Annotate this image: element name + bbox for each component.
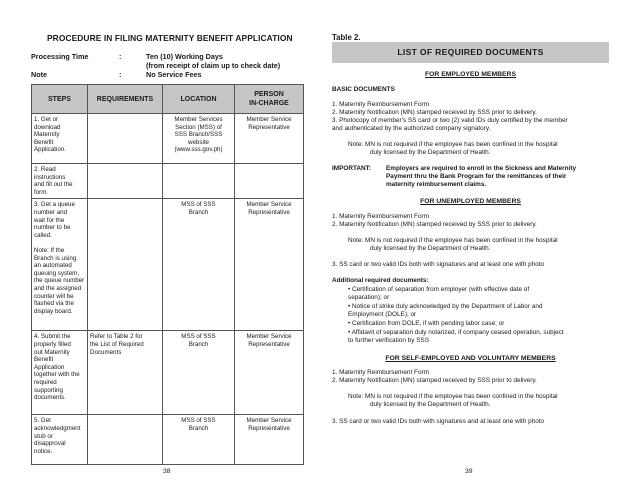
self-employed-item-1: 1. Maternity Reimbursement Form (332, 369, 429, 376)
unemployed-heading: FOR UNEMPLOYED MEMBERS (420, 198, 521, 205)
processing-time-value: Ten (10) Working Days (146, 52, 223, 61)
requirement-cell (88, 199, 163, 331)
employed-note-line-1: Note: MN is not required if the employee has been confined in the hospital (348, 141, 558, 148)
table-row (32, 415, 304, 465)
person-cell: Member Service Representative (235, 331, 304, 415)
steps-table (31, 84, 304, 465)
self-employed-heading: FOR SELF-EMPLOYED AND VOLUNTARY MEMBERS (385, 355, 556, 362)
requirement-cell (88, 415, 163, 465)
processing-time-label: Processing Time (31, 52, 89, 61)
additional-item: • Certification of separation from employer (with effective date of (348, 286, 530, 293)
additional-item: • Certification from DOLE, if with pending labor case; or (348, 320, 505, 327)
header-person-in-charge: PERSON IN-CHARGE (235, 85, 304, 114)
person-cell: Member Service Representative (235, 199, 304, 331)
processing-time-note: (from receipt of claim up to check date) (146, 61, 281, 70)
step-cell: 3. Get a queue number and wait for the number to be called. Note: If the Branch is using an automated queuing system, the queue number and the assigned counter will be flashed via the display board. (32, 199, 88, 331)
important-line-2: Payment thru the Bank Program for the remittances of their (386, 173, 567, 180)
header-location: LOCATION (163, 85, 235, 114)
table-row (32, 199, 304, 331)
note-colon: : (119, 70, 122, 79)
requirement-cell (88, 114, 163, 164)
employed-heading: FOR EMPLOYED MEMBERS (424, 71, 516, 78)
step-cell: 2. Read instructions and fill out the form. (32, 164, 88, 199)
note-label: Note (31, 70, 47, 79)
self-employed-item-3: 3. SS card or two valid IDs both with signatures and at least one with photo (332, 418, 545, 425)
self-employed-item-2: 2. Maternity Notification (MN) stamped received by SSS prior to delivery. (332, 377, 537, 384)
requirement-cell (88, 164, 163, 199)
important-line-1: Employers are required to enroll in the Sickness and Maternity (386, 165, 576, 172)
person-cell: Member Service Representative (235, 114, 304, 164)
location-cell: MSS of SSS Branch (163, 199, 235, 331)
processing-time-colon: : (119, 52, 122, 61)
additional-item: • Affidavit of separation duly notarized, if company ceased operation, subject (348, 329, 564, 336)
table-row (32, 331, 304, 415)
location-cell: Member Services Section (MSS) of SSS Branch/SSS website (www.sss.gov.ph) (163, 114, 235, 164)
unemployed-item-1: 1. Maternity Reimbursement Form (332, 213, 429, 220)
additional-item: to further verification by SSS (348, 337, 429, 344)
step-cell: 4. Submit the properly filled out Maternity Benefit Application together with the required supporting documents. (32, 331, 88, 415)
person-cell (235, 164, 304, 199)
page-number-left: 38 (163, 468, 171, 475)
header-steps: STEPS (32, 85, 88, 114)
unemployed-item-2: 2. Maternity Notification (MN) stamped received by SSS prior to delivery. (332, 221, 537, 228)
additional-item: separation); or (348, 294, 390, 301)
employed-item-3-cont: and authenticated by the authorized company signatory. (332, 125, 491, 132)
important-label: IMPORTANT: (332, 165, 371, 172)
step-cell: 1. Get or download Maternity Benefit Application. (32, 114, 88, 164)
header-requirements: REQUIREMENTS (88, 85, 163, 114)
basic-documents-label: BASIC DOCUMENTS (332, 86, 395, 93)
unemployed-item-3: 3. SS card or two valid IDs both with signatures and at least one with photo (332, 261, 545, 268)
employed-item-3: 3. Photocopy of member's SS card or two (2) valid IDs duly certified by the member (332, 117, 568, 124)
employed-note-line-2: duly licensed by the Department of Health. (370, 149, 491, 156)
table-header-row (32, 85, 304, 114)
table-label: Table 2. (332, 33, 361, 42)
employed-item-2: 2. Maternity Notification (MN) stamped received by SSS prior to delivery. (332, 109, 537, 116)
person-cell: Member Service Representative (235, 415, 304, 465)
important-line-3: maternity reimbursement claims. (386, 181, 487, 188)
location-cell: MSS of SSS Branch (163, 415, 235, 465)
required-documents-banner: LIST OF REQUIRED DOCUMENTS (332, 42, 609, 63)
additional-item: • Notice of strike duly acknowledged by the Department of Labor and (348, 303, 543, 310)
table-row (32, 114, 304, 164)
additional-documents-label: Additional required documents: (332, 277, 429, 284)
requirement-cell: Refer to Table 2 for the List of Required Documents (88, 331, 163, 415)
procedure-title: PROCEDURE IN FILING MATERNITY BENEFIT APPLICATION (47, 33, 293, 43)
table-row (32, 164, 304, 199)
location-cell: MSS of SSS Branch (163, 331, 235, 415)
self-employed-note-line-2: duly licensed by the Department of Health. (370, 401, 491, 408)
employed-item-1: 1. Maternity Reimbursement Form (332, 101, 429, 108)
location-cell (163, 164, 235, 199)
unemployed-note-line-2: duly licensed by the Department of Health. (370, 245, 491, 252)
right-page (319, 0, 638, 493)
unemployed-note-line-1: Note: MN is not required if the employee has been confined in the hospital (348, 237, 558, 244)
step-cell: 5. Get acknowledgment stub or disapproval notice. (32, 415, 88, 465)
self-employed-note-line-1: Note: MN is not required if the employee has been confined in the hospital (348, 393, 558, 400)
additional-item: Employment (DOLE); or (348, 311, 417, 318)
page-number-right: 39 (465, 468, 473, 475)
note-value: No Service Fees (146, 70, 202, 79)
